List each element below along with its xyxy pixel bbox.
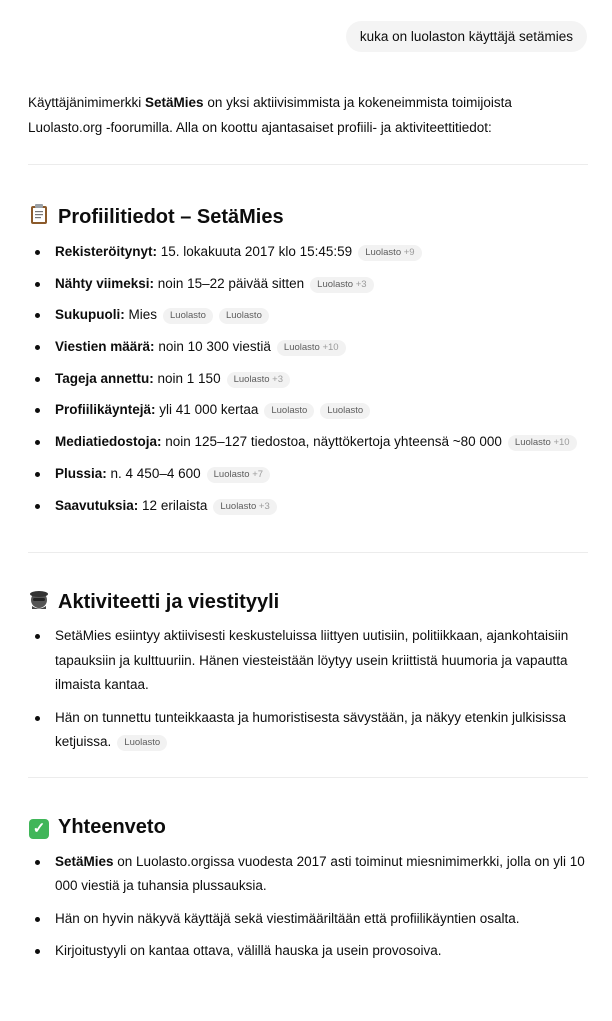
divider: [28, 552, 588, 553]
source-pill[interactable]: [277, 340, 346, 356]
source-pill[interactable]: [207, 467, 270, 483]
profile-item: [28, 366, 588, 398]
source-pill[interactable]: [508, 435, 577, 451]
spy-icon: [28, 588, 50, 616]
profile-title: Profiilitiedot – SetäMies: [58, 205, 284, 228]
summary-list: [28, 850, 588, 964]
source-pill[interactable]: [117, 735, 167, 751]
profile-item-label: Plussia:: [55, 465, 107, 481]
profile-item: [28, 334, 588, 366]
source-pill-label: Luolasto: [233, 373, 270, 385]
profile-item-value: yli 41 000 kertaa: [155, 402, 259, 418]
profile-item-label: Profiilikäyntejä:: [55, 402, 156, 418]
source-pill-count: +3: [258, 500, 270, 512]
intro-text-1: Käyttäjänimimerkki: [28, 95, 146, 110]
profile-item-value: Mies: [124, 307, 158, 323]
profile-item: [28, 239, 588, 271]
profile-item-label: Rekisteröitynyt:: [55, 244, 158, 259]
summary-item: [28, 907, 588, 932]
source-pill[interactable]: [264, 403, 314, 419]
activity-list: [28, 624, 588, 755]
profile-item-label: Saavutuksia:: [55, 497, 139, 513]
profile-list: [28, 239, 588, 524]
check-mark-icon: ✓: [29, 819, 49, 839]
summary-heading: [28, 812, 588, 844]
activity-item: [28, 624, 588, 698]
profile-item: [28, 271, 588, 303]
source-pill-count: +3: [355, 278, 367, 290]
source-pill[interactable]: [310, 277, 373, 293]
profile-item-label: Mediatiedostoja:: [55, 434, 162, 450]
source-pill-count: +3: [272, 373, 283, 385]
source-pill-count: +10: [322, 342, 339, 354]
activity-section: [28, 586, 588, 755]
divider: [28, 777, 588, 778]
source-pill-label: Luolasto: [283, 342, 320, 354]
clipboard-icon: [28, 203, 50, 231]
profile-item: [28, 302, 588, 334]
source-pill-label: Luolasto: [225, 310, 262, 322]
profile-item-value: 12 erilaista: [138, 497, 208, 513]
source-pill-count: +9: [403, 247, 415, 258]
profile-item-value: 15. lokakuuta 2017 klo 15:45:59: [157, 244, 353, 259]
activity-title: Aktiviteetti ja viestityyli: [58, 590, 280, 613]
source-pill-label: Luolasto: [213, 468, 250, 480]
activity-heading: [28, 586, 588, 618]
source-pill-label: Luolasto: [365, 247, 402, 258]
source-pill-label: Luolasto: [220, 500, 257, 512]
profile-item: [28, 429, 588, 461]
source-pill[interactable]: [227, 372, 290, 388]
source-pill[interactable]: [163, 308, 213, 324]
source-pill-label: Luolasto: [327, 405, 364, 417]
intro-username: SetäMies: [145, 95, 204, 110]
intro-text-2: on yksi aktiivisimmista ja kokeneimmista toimijoista Luolasto.org -foorumilla. Alla on koottu ajantasaiset profiili- ja aktiviteettitiedot:: [28, 95, 512, 135]
source-pill-label: Luolasto: [271, 405, 308, 417]
source-pill-label: Luolasto: [317, 278, 354, 290]
profile-item: [28, 461, 588, 493]
source-pill[interactable]: [219, 308, 269, 324]
source-pill-label: Luolasto: [124, 737, 161, 749]
profile-item-value: noin 125–127 tiedostoa, näyttökertoja yhteensä ~80 000: [161, 434, 502, 450]
summary-title: Yhteenveto: [58, 816, 166, 839]
user-message-bubble: kuka on luolaston käyttäjä setämies: [346, 21, 587, 52]
assistant-response: [28, 90, 588, 972]
profile-heading: [28, 201, 588, 233]
summary-item: [28, 850, 588, 899]
profile-item-value: noin 10 300 viestiä: [154, 339, 271, 355]
summary-item-text: Hän on hyvin näkyvä käyttäjä sekä viestimääriltään että profiilikäyntien osalta.: [55, 910, 520, 926]
intro-paragraph: [28, 90, 588, 140]
profile-section: [28, 201, 588, 524]
source-pill[interactable]: [213, 499, 276, 515]
source-pill[interactable]: [320, 403, 370, 419]
profile-item-label: Viestien määrä:: [55, 339, 155, 355]
activity-item-text: Hän on tunnettu tunteikkaasta ja humoristisesta sävystään, ja näkyy etenkin julkisissa ketjuissa.: [55, 709, 567, 750]
profile-item-value: noin 15–22 päivää sitten: [154, 275, 305, 291]
profile-item-label: Tageja annettu:: [55, 370, 154, 386]
summary-section: [28, 812, 588, 964]
summary-item-text: on Luolasto.orgissa vuodesta 2017 asti toiminut miesnimimerkki, jolla on yli 10 000 viestiä ja tuhansia plussauksia.: [55, 853, 585, 894]
profile-item-value: noin 1 150: [153, 370, 221, 386]
profile-item-label: Sukupuoli:: [55, 307, 125, 323]
profile-item: [28, 397, 588, 429]
source-pill-label: Luolasto: [170, 310, 206, 322]
source-pill[interactable]: [358, 245, 421, 261]
summary-item-bold: SetäMies: [55, 853, 114, 869]
profile-item: [28, 493, 588, 525]
activity-item: [28, 706, 588, 755]
divider: [28, 164, 588, 165]
summary-item: [28, 939, 588, 964]
activity-item-text: SetäMies esiintyy aktiivisesti keskusteluissa liittyen uutisiin, politiikkaan, ajankohtaisiin tapauksiin ja kulttuuriin. Hänen viesteistään löytyy usein kriittistä huumoria ja vapautta ilmaista kantaa.: [55, 628, 569, 693]
summary-item-text: Kirjoitustyyli on kantaa ottava, välillä hauska ja usein provosoiva.: [55, 943, 442, 959]
source-pill-count: +7: [252, 468, 264, 480]
source-pill-count: +10: [553, 437, 570, 449]
profile-item-label: Nähty viimeksi:: [55, 275, 155, 291]
profile-item-value: n. 4 450–4 600: [106, 465, 201, 481]
source-pill-label: Luolasto: [514, 437, 551, 449]
